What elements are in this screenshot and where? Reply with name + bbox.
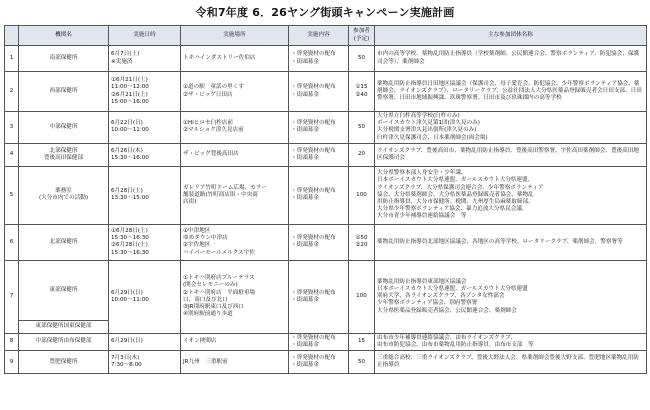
- cell-groups-line: 日本ボーイスカウト大分県連盟、ガールスカウト大分県連盟、: [377, 177, 534, 184]
- cell-groups: [375, 351, 647, 374]
- cell-datetime-line: 11:00～12:00: [111, 84, 149, 91]
- cell-content-line: ・街頭募金: [291, 362, 319, 369]
- cell-datetime: [109, 351, 181, 374]
- cell-count: [349, 46, 375, 72]
- cell-datetime-line: 6月7日(土): [111, 51, 140, 58]
- page-title: 令和7年度 6．26ヤング街頭キャンペーン実施計画: [195, 6, 455, 19]
- table-row: [5, 143, 647, 166]
- cell-groups-line: 三重総合高校、三重ライオンズクラブ、豊後大野法人会、県薬剤師会豊後大野支部、豊肥地区薬物乱用防止指導員: [377, 355, 639, 369]
- cell-groups: [375, 333, 647, 350]
- cell-count-line: 100: [356, 191, 367, 198]
- cell-org: [19, 260, 109, 320]
- cell-groups-line: 由布市少年補導員連絡協議会、由布ライオンズクラブ、: [377, 334, 516, 341]
- row-number: 2: [9, 87, 14, 94]
- table-row: [5, 224, 647, 260]
- cell-place-line: ②トキハ別府店 平面駐車場: [183, 289, 256, 296]
- cell-groups-line: ライオンズクラブ、豊後高田市、薬物乱用防止指導員、豊後高田警察署、宇佐高田薬剤師会、豊後高田地区保護司会: [377, 147, 639, 161]
- header-label: 主な参加団体名称: [488, 31, 533, 38]
- cell-groups: [375, 260, 647, 333]
- cell-org-line: 中部保健所由布保健部: [35, 338, 92, 345]
- cell-datetime: [109, 224, 181, 260]
- row-number: 8: [9, 338, 14, 345]
- table-row: [5, 46, 647, 72]
- cell-datetime-line: 7月3日(木): [111, 355, 140, 362]
- row-number: 9: [9, 358, 14, 365]
- cell-datetime-line: 10:00～11:00: [111, 296, 149, 303]
- cell-org: [19, 46, 109, 72]
- cell-count-line: 20: [357, 151, 366, 158]
- cell-org-line: (大分市内での活動): [38, 195, 89, 202]
- cell-content-line: ・街頭募金: [291, 342, 319, 349]
- cell-org-line: 豊肥保健所: [49, 358, 78, 365]
- cell-place-line: ①トキハ別府店ブルーテラス: [183, 275, 255, 282]
- cell-content-line: ・啓発資材の配布: [291, 289, 336, 296]
- cell-count: [349, 351, 375, 374]
- cell-groups-line: 薬物乱用防止指導員北部地区協議会、各地区の高等学校、ロータリークラブ、薬剤師会、警察署等: [377, 238, 623, 245]
- campaign-plan-table: [4, 25, 647, 374]
- row-number: 4: [9, 151, 14, 158]
- cell-count: [349, 224, 375, 260]
- cell-datetime-line: ※実施済: [111, 58, 133, 65]
- cell-datetime-line: 6月29日(日): [111, 338, 143, 345]
- cell-place-line: ③JR別府駅東口及び西口: [183, 304, 244, 311]
- cell-place-line: 舗装道路(竹町商店街・中央商: [183, 191, 258, 198]
- cell-datetime: [109, 46, 181, 72]
- cell-content: [289, 333, 349, 350]
- cell-place-line: ①Hiヒロセ臼杵店前: [183, 120, 233, 127]
- cell-place-line: (開会セレモニーのみ): [183, 282, 238, 289]
- cell-place-line: ガレリア竹町ドーム広場、カラー: [183, 184, 267, 191]
- cell-groups-line: 大分市青少年補導員連絡協議会 等: [377, 213, 467, 220]
- row-number: 6: [9, 238, 14, 245]
- cell-no: [5, 166, 19, 224]
- cell-place: [181, 72, 289, 112]
- header-no: [5, 26, 19, 46]
- cell-place: [181, 166, 289, 224]
- cell-count-line: ①50: [355, 235, 368, 242]
- cell-groups-line: 臼杵津久見保護司会、日本薬剤師会(両会場): [377, 134, 488, 141]
- cell-groups: [375, 166, 647, 224]
- cell-groups-line: 大分税関支署津久見出張所(津久見のみ): [377, 127, 477, 134]
- cell-place-line: 店街): [183, 198, 197, 205]
- cell-org-line: 中部保健所: [49, 123, 78, 130]
- cell-place-line: トキハインダストリー佐伯店: [183, 54, 256, 61]
- cell-groups-line: 薬物乱用防止指導員日田地区協議会（保護司会、母子愛育会、防犯協会、少年警察ボランティア協会、薬剤師会、ライオンズクラブ）、ロータリークラブ、公益社団法人大分県医薬品登録販売者会日田支部、日田警察署、日田市地域振興課、玖珠警察署、日田市及び玖珠郡内の高等学校: [377, 80, 642, 102]
- cell-content-line: ・啓発資材の配布: [291, 84, 336, 91]
- header-datetime: [109, 26, 181, 46]
- cell-content-line: ・啓発資材の配布: [291, 355, 336, 362]
- cell-datetime-line: 15:30～16:30: [111, 235, 149, 242]
- cell-org-line: 北部保健所: [49, 238, 78, 245]
- header-label: (予定): [353, 35, 370, 42]
- table-row: [5, 333, 647, 350]
- cell-groups-line: 大分県少年警察ボランティア協会、暴力追放大分県民会議、: [377, 206, 528, 213]
- cell-no: [5, 224, 19, 260]
- cell-datetime: [109, 333, 181, 350]
- header-count: [349, 26, 375, 46]
- cell-count: [349, 166, 375, 224]
- table-body: [5, 46, 647, 374]
- cell-place-line: ハイパーモールメルクス宇佐: [183, 249, 255, 256]
- header-place: [181, 26, 289, 46]
- cell-org: [19, 351, 109, 374]
- cell-datetime: [109, 166, 181, 224]
- cell-count-line: 100: [356, 293, 367, 300]
- cell-place: [181, 46, 289, 72]
- cell-groups-line: 由布市防犯協会、由布市薬物乱用防止指導員、由布市支部 等: [377, 342, 534, 349]
- cell-place-line: ①道の駅 童話の里くす: [183, 84, 244, 91]
- cell-count-line: 50: [357, 54, 366, 61]
- cell-content-line: ・街頭募金: [291, 127, 319, 134]
- cell-count: [349, 260, 375, 333]
- cell-groups: [375, 224, 647, 260]
- cell-place: [181, 143, 289, 166]
- cell-place-line: ④別府駅前通り歩道: [183, 311, 233, 318]
- cell-content: [289, 260, 349, 333]
- cell-datetime: [109, 72, 181, 112]
- cell-datetime-line: 15:30～16:00: [111, 154, 149, 161]
- cell-groups-line: ライオンズクラブ、大分県保護司会連合会、少年警察ボランティア: [377, 184, 544, 191]
- cell-place: [181, 112, 289, 144]
- cell-datetime-line: ①6月21日(土): [111, 77, 148, 84]
- cell-content-line: ・街頭募金: [291, 91, 319, 98]
- cell-content: [289, 224, 349, 260]
- cell-org: [19, 224, 109, 260]
- cell-groups-line: 協会、大分県薬剤師会、大分県医薬品登録販売者協会、薬物乱: [377, 191, 534, 198]
- cell-datetime-line: 15:30～16:30: [111, 249, 149, 256]
- cell-datetime: [109, 143, 181, 166]
- cell-no: [5, 72, 19, 112]
- cell-groups-line: 薬物乱用防止指導員東部地区協議会: [377, 278, 467, 285]
- cell-place-line: ゆめタウン中津店: [183, 235, 228, 242]
- cell-datetime-line: 6月26日(木): [111, 147, 143, 154]
- cell-content-line: ・街頭募金: [291, 154, 319, 161]
- cell-content-line: ・啓発資材の配布: [291, 147, 336, 154]
- cell-org: [19, 320, 109, 333]
- cell-datetime: [109, 112, 181, 144]
- cell-datetime-line: 15:00～16:00: [111, 98, 149, 105]
- header-label: 実施場所: [223, 31, 246, 38]
- cell-content: [289, 166, 349, 224]
- row-number: 3: [9, 123, 14, 130]
- cell-org: [19, 166, 109, 224]
- cell-count: [349, 143, 375, 166]
- cell-org-line: 薬務室: [55, 188, 72, 195]
- cell-groups-line: 用防止指導員、大分市保健所、税関、九州厚生局麻薬取締部、: [377, 198, 534, 205]
- cell-groups: [375, 112, 647, 144]
- cell-place-line: ①中津地区: [183, 227, 211, 234]
- row-number: 1: [9, 54, 14, 61]
- cell-org-line: 東部保健所国東保健部: [35, 323, 92, 330]
- cell-content-line: ・街頭募金: [291, 58, 319, 65]
- cell-datetime-line: 13:30～15:00: [111, 195, 149, 202]
- cell-groups-line: 大分県立臼杵高等学校(臼杵のみ): [377, 113, 460, 119]
- cell-no: [5, 351, 19, 374]
- cell-datetime-line: 6月29日(日): [111, 289, 143, 296]
- cell-datetime-line: ①6月28日(土): [111, 227, 148, 234]
- row-number: 5: [9, 191, 14, 198]
- cell-datetime-line: 6月28日(土): [111, 188, 143, 195]
- table-row: [5, 72, 647, 112]
- cell-place-line: JR九州 三重駅前: [183, 358, 228, 365]
- row-number: 7: [9, 293, 14, 300]
- cell-count-line: 50: [357, 358, 366, 365]
- cell-no: [5, 46, 19, 72]
- cell-place-line: ②宇佐地区: [183, 242, 211, 249]
- cell-no: [5, 333, 19, 350]
- header-content: [289, 26, 349, 46]
- cell-org: [19, 333, 109, 350]
- header-label: 機関名: [55, 31, 72, 38]
- cell-place-line: ②ザ・ビッグ日田店: [183, 91, 233, 98]
- cell-content-line: ・街頭募金: [291, 296, 319, 303]
- cell-content-line: ・啓発資材の配布: [291, 235, 336, 242]
- cell-place-line: 口、南口及び北口: [183, 296, 228, 303]
- cell-content-line: ・啓発資材の配布: [291, 51, 336, 58]
- cell-datetime-line: ②6月21日(土): [111, 91, 148, 98]
- cell-datetime-line: 10:00～11:00: [111, 127, 149, 134]
- cell-org-line: 西部保健所: [49, 87, 78, 94]
- cell-place-line: イオン挾間店: [183, 338, 217, 345]
- cell-place-line: ②マルショク津久見店前: [183, 127, 244, 134]
- cell-count: [349, 72, 375, 112]
- cell-content: [289, 112, 349, 144]
- cell-no: [5, 112, 19, 144]
- header-label: 実施日時: [133, 31, 156, 38]
- cell-org-line: 南部保健所: [49, 54, 78, 61]
- cell-place: [181, 224, 289, 260]
- cell-no: [5, 143, 19, 166]
- cell-groups: [375, 143, 647, 166]
- table-row: [5, 260, 647, 320]
- cell-groups-line: 日本ボーイスカウト大分県連盟、ガールスカウト大分県連盟: [377, 286, 528, 292]
- header-org: [19, 26, 109, 46]
- cell-content: [289, 46, 349, 72]
- cell-content-line: ・啓発資材の配布: [291, 188, 336, 195]
- cell-no: [5, 260, 19, 333]
- cell-groups-line: 大分県警察本部人身安全・少年課、: [377, 170, 467, 177]
- cell-datetime-line: ②6月28日(土): [111, 242, 148, 249]
- cell-groups-line: ボーイスカウト津久見第1団(津久見のみ): [377, 120, 480, 127]
- cell-datetime-line: 6月22日(日): [111, 120, 143, 127]
- cell-org: [19, 112, 109, 144]
- cell-content-line: ・街頭募金: [291, 242, 319, 249]
- cell-place: [181, 333, 289, 350]
- cell-groups-line: 別府大学、各ライオンズクラブ、各ゾンタ女性部会: [377, 293, 505, 300]
- cell-groups-line: 市内の高等学校、薬物乱用防止指導員（学校薬剤師、公民館連合会、警察ボランティア、防犯協会、保護司会等）、薬剤師会: [377, 51, 640, 65]
- cell-content-line: ・啓発資材の配布: [291, 334, 336, 341]
- cell-content: [289, 72, 349, 112]
- cell-groups: [375, 46, 647, 72]
- cell-content-line: ・街頭募金: [291, 195, 319, 202]
- cell-content: [289, 143, 349, 166]
- cell-count-line: ②40: [355, 91, 368, 98]
- cell-place: [181, 260, 289, 333]
- cell-count-line: ②20: [355, 242, 368, 249]
- cell-org-line: 豊後高田保健部: [43, 154, 84, 161]
- cell-count-line: ①15: [355, 84, 368, 91]
- cell-count: [349, 333, 375, 350]
- cell-org-line: 北部保健所: [49, 147, 78, 154]
- cell-content-line: ・啓発資材の配布: [291, 120, 336, 127]
- cell-groups-line: 大分県医薬品登録販売者協会、公民館連合会、薬剤師会: [377, 307, 517, 314]
- cell-groups-line: 少年警察ボランティア協会、別府警察署: [377, 300, 478, 307]
- cell-datetime: [109, 260, 181, 333]
- cell-content: [289, 351, 349, 374]
- header-groups: [375, 26, 647, 46]
- cell-count: [349, 112, 375, 144]
- cell-place-line: ザ・ビッグ豊後高田店: [183, 151, 239, 158]
- table-row: [5, 351, 647, 374]
- cell-org-line: 東部保健所: [49, 286, 78, 293]
- table-row: [5, 112, 647, 144]
- cell-org: [19, 72, 109, 112]
- header-label: 参加者: [353, 28, 370, 35]
- cell-org: [19, 143, 109, 166]
- header-label: 実施内容: [307, 31, 330, 38]
- table-row: [5, 166, 647, 224]
- table-header-row: [5, 26, 647, 46]
- cell-place: [181, 351, 289, 374]
- cell-count-line: 50: [357, 123, 366, 130]
- cell-count-line: 15: [357, 338, 366, 345]
- cell-groups: [375, 72, 647, 112]
- cell-datetime-line: 7:30～8:00: [111, 362, 142, 369]
